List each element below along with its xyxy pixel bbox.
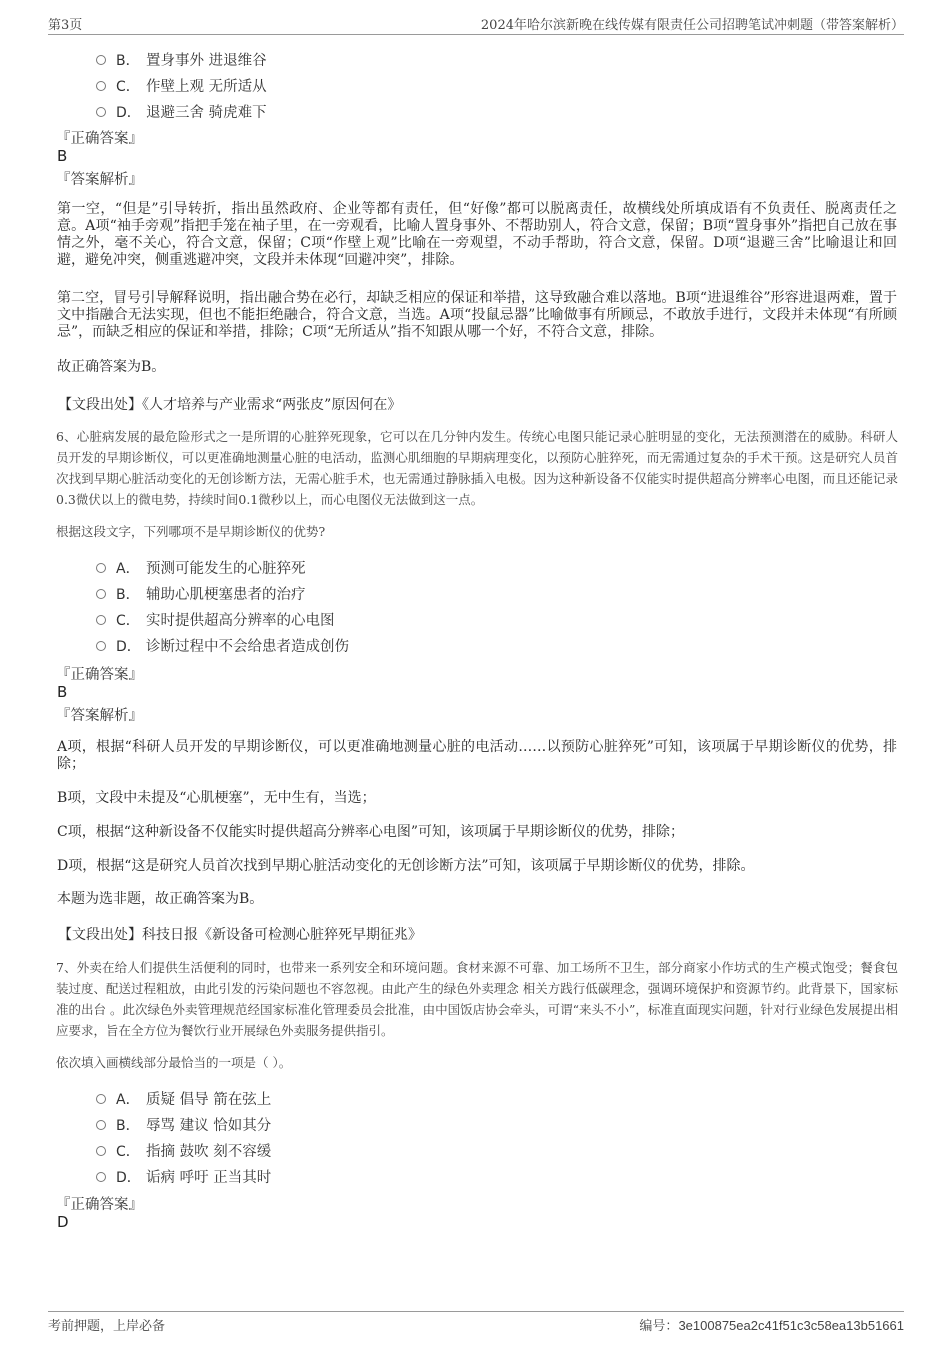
radio-icon[interactable] [96, 641, 106, 651]
radio-icon[interactable] [96, 615, 106, 625]
q5-answer: B [57, 147, 68, 165]
q6-answer: B [57, 683, 68, 701]
q6-analysis-label: 『答案解析』 [56, 708, 143, 724]
q6-conclusion: 本题为选非题，故正确答案为B。 [57, 891, 264, 907]
q6-stem: 6、心脏病发展的最危险形式之一是所谓的心脏猝死现象，它可以在几分钟内发生。传统心电图只能记录心脏明显的变化，无法预测潜在的威胁。科研人员开发的早期诊断仪，可以更准确地测量心脏的电活动，监测心肌细胞的早期病理变化，以预防心脏猝死，而无需通过复杂的手术干预。这是研究人员首次找到早期心脏活动变化的无创诊断方法，无需心脏手术，也无需通过静脉插入电极。因为这种新设备不仅能实时提供超高分辨率心电图，而且还能记录0.3微伏以上的微电势，持续时间0.1微秒以上，而心电图仪无法做到这一点。 [56, 429, 898, 507]
q6-analysis-item: B项，文段中未提及“心肌梗塞”，无中生有，当选； [57, 790, 376, 806]
q5-option-c[interactable]: C． 作壁上观 无所适从 [96, 75, 267, 97]
document-id-value: 3e100875ea2c41f51c3c58ea13b51661 [678, 1318, 904, 1333]
q6-option-d[interactable]: D． 诊断过程中不会给患者造成创伤 [96, 635, 349, 657]
q6-analysis-item: C项，根据“这种新设备不仅能实时提供超高分辨率心电图”可知，该项属于早期诊断仪的优势，排除； [57, 824, 685, 840]
q5-option-d[interactable]: D． 退避三舍 骑虎难下 [96, 101, 267, 123]
document-id [639, 1315, 904, 1334]
radio-icon[interactable] [96, 1094, 106, 1104]
q6-option-b[interactable]: B． 辅助心肌梗塞患者的治疗 [96, 583, 306, 605]
radio-icon[interactable] [96, 107, 106, 117]
q7-option-d[interactable]: D． 诟病 呼吁 正当其时 [96, 1166, 271, 1188]
q5-analysis-paragraph: 第一空，“但是”引导转折，指出虽然政府、企业等都有责任，但“好像”都可以脱离责任，故横线处所填成语有不负责任、脱离责任之意。A项“袖手旁观”指把手笼在袖子里，在一旁观看，比喻人置身事外、不帮助别人，符合文意，保留；B项“置身事外”指把自己放在事情之外，毫不关心，符合文意，保留；C项“作壁上观”比喻在一旁观望，不动手帮助，符合文意，保留。D项“退避三舍”比喻退让和回避，避免冲突，侧重逃避冲突，文段并未体现“回避冲突”，排除。 [57, 201, 897, 268]
q5-source: 【文段出处】《人才培养与产业需求“两张皮”原因何在》 [58, 397, 402, 413]
q5-conclusion: 故正确答案为B。 [57, 359, 166, 375]
radio-icon[interactable] [96, 1172, 106, 1182]
q7-stem: 7、外卖在给人们提供生活便利的同时，也带来一系列安全和环境问题。食材来源不可靠、加工场所不卫生，部分商家小作坊式的生产模式饱受；餐食包装过度、配送过程粗放，由此引发的污染问题也不容忽视。由此产生的绿色外卖理念 相关方践行低碳理念，强调环境保护和资源节约。此背景下，国家标准的出台 。此次绿色外卖管理规范经国家标准化管理委员会批准，由中国饭店协会牵头，可谓“来头不小”，标准直面现实问题，针对行业绿色发展提出相应要求，旨在全方位为餐饮行业开展绿色外卖服务提供指引。 [56, 960, 898, 1038]
page-number: 第3页 [48, 18, 83, 33]
radio-icon[interactable] [96, 1146, 106, 1156]
radio-icon[interactable] [96, 81, 106, 91]
q5-analysis-paragraph: 第二空，冒号引导解释说明，指出融合势在必行，却缺乏相应的保证和举措，这导致融合难以落地。B项“进退维谷”形容进退两难，置于文中指融合无法实现，但也不能拒绝融合，符合文意，当选。A项“投鼠忌器”比喻做事有所顾忌，不敢放手进行，文段并未体现“有所顾忌”，而缺乏相应的保证和举措，排除；C项“无所适从”指不知跟从哪一个好，不符合文意，排除。 [57, 290, 897, 340]
q7-answer: D [57, 1213, 69, 1231]
q5-option-b[interactable]: B． 置身事外 进退维谷 [96, 49, 267, 71]
q7-answer-label: 『正确答案』 [56, 1197, 143, 1213]
q7-prompt: 依次填入画横线部分最恰当的一项是（ ）。 [56, 1055, 292, 1070]
q6-analysis-item: D项，根据“这是研究人员首次找到早期心脏活动变化的无创诊断方法”可知，该项属于早期诊断仪的优势，排除。 [57, 858, 755, 874]
document-id-label: 编号： [639, 1319, 679, 1334]
q6-analysis-item: A项，根据“科研人员开发的早期诊断仪，可以更准确地测量心脏的电活动……以预防心脏猝死”可知，该项属于早期诊断仪的优势，排除； [57, 739, 897, 772]
radio-icon[interactable] [96, 55, 106, 65]
document-title: 2024年哈尔滨新晚在线传媒有限责任公司招聘笔试冲刺题（带答案解析） [480, 18, 904, 33]
page-footer [48, 1311, 904, 1334]
radio-icon[interactable] [96, 563, 106, 573]
footer-slogan: 考前押题，上岸必备 [48, 1319, 166, 1334]
radio-icon[interactable] [96, 1120, 106, 1130]
q7-option-c[interactable]: C． 指摘 鼓吹 刻不容缓 [96, 1140, 271, 1162]
q6-option-a[interactable]: A． 预测可能发生的心脏猝死 [96, 557, 306, 579]
q5-analysis-label: 『答案解析』 [56, 172, 143, 188]
q6-option-c[interactable]: C． 实时提供超高分辨率的心电图 [96, 609, 335, 631]
page-header [48, 10, 904, 35]
q7-option-a[interactable]: A． 质疑 倡导 箭在弦上 [96, 1088, 271, 1110]
q6-answer-label: 『正确答案』 [56, 667, 143, 683]
q6-source: 【文段出处】科技日报《新设备可检测心脏猝死早期征兆》 [58, 927, 422, 943]
radio-icon[interactable] [96, 589, 106, 599]
q7-option-b[interactable]: B． 辱骂 建议 恰如其分 [96, 1114, 271, 1136]
q5-answer-label: 『正确答案』 [56, 131, 143, 147]
q6-prompt: 根据这段文字，下列哪项不是早期诊断仪的优势? [56, 524, 326, 539]
